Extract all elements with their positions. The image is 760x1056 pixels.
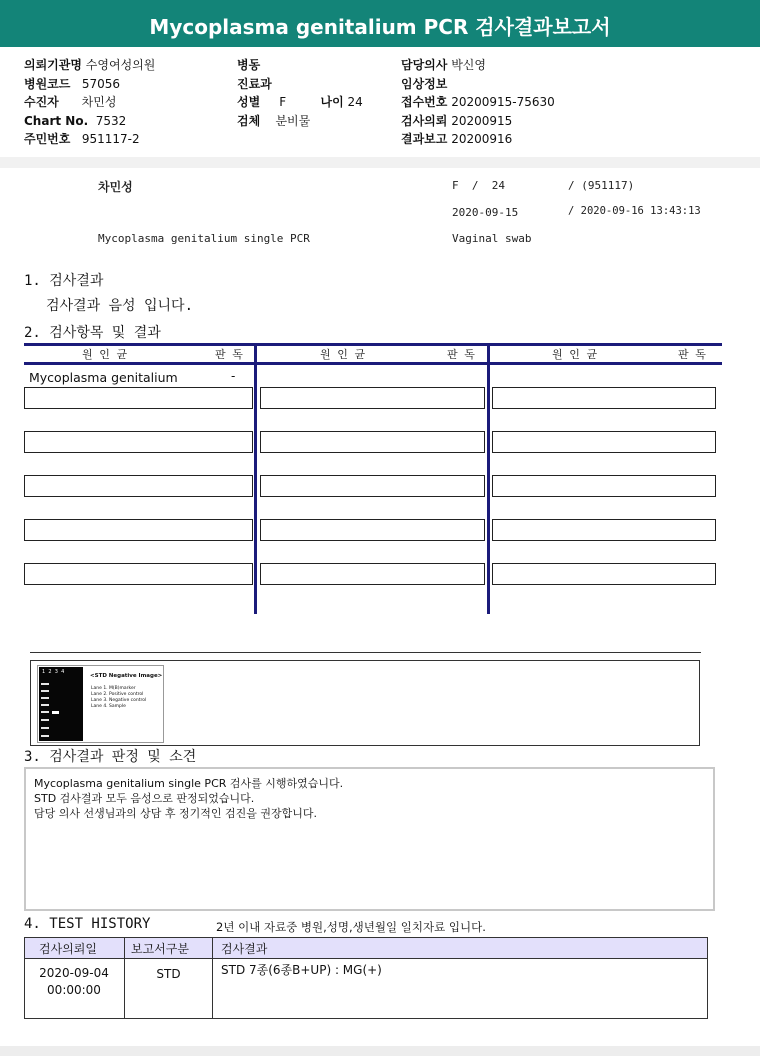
sex-label: 성별 [237,95,261,109]
gel-band [41,727,49,729]
clinical-label: 임상정보 [401,76,448,91]
history-table [24,937,708,1019]
summary-sample: Vaginal swab [452,232,532,245]
request-label: 검사의뢰 [401,113,448,128]
institution-value: 수영여성의원 [85,58,156,72]
col1-pathogen-header: 원 인 균 [82,348,128,361]
gel-legend-3: Lane 3. Negative control [91,698,147,703]
table-col-divider-1 [254,343,257,614]
result-cell [492,519,716,541]
accession-value: 20200915-75630 [451,95,555,109]
gel-band [41,697,49,699]
specimen-label: 검체 [237,113,261,128]
history-col-divider-2 [212,938,213,1018]
result-cell [260,387,485,409]
section3-title: 3. 검사결과 판정 및 소견 [24,749,197,765]
request-value: 20200915 [451,113,513,128]
result-cell [24,431,253,453]
gel-band [41,690,49,692]
patient-value: 차민성 [81,95,117,109]
ward-label: 병동 [237,58,261,72]
result-cell [260,475,485,497]
col3-pathogen-header: 원 인 균 [552,348,598,361]
gel-band [41,735,49,737]
summary-date2: / 2020-09-16 13:43:13 [568,205,701,217]
result-cell [24,475,253,497]
col2-judgement-header: 판 독 [447,348,475,361]
result-cell [24,519,253,541]
history-row-result: STD 7종(6종B+UP) : MG(+) [221,963,382,977]
result-cell [260,431,485,453]
gel-band [41,711,49,713]
header-divider [0,157,760,168]
section1-title: 1. 검사결과 [24,273,104,289]
gel-band [52,711,59,714]
history-row-date: 2020-09-04 [39,966,109,980]
result-cell [260,563,485,585]
history-header-result: 검사결과 [221,942,268,956]
history-row-time: 00:00:00 [47,983,101,997]
doctor-label: 담당의사 [401,58,448,72]
history-header-date: 검사의뢰일 [39,942,97,956]
history-header-type: 보고서구분 [131,942,189,956]
opinion-line-1: Mycoplasma genitalium single PCR 검사를 시행하였습니다. [34,777,344,790]
report-label: 결과보고 [401,132,448,146]
section1-result: 검사결과 음성 입니다. [46,298,194,314]
history-row-type: STD [156,967,181,981]
summary-birth: / (951117) [568,179,635,192]
gel-band [41,704,49,706]
result-cell [260,519,485,541]
summary-sex-age: F / 24 [452,179,505,192]
summary-name: 차민성 [98,180,133,194]
doctor-value: 박신영 [451,58,486,72]
result-cell [24,387,253,409]
id-label: 주민번호 [24,132,71,146]
info-col-1 [24,56,224,149]
gel-legend-2: Lane 2. Positive control [91,692,144,697]
age-label: 나이 [320,95,344,109]
gel-legend-4: Lane 4. Sample [91,704,126,709]
sex-value: F [279,95,287,109]
institution-label: 의뢰기관명 [24,58,82,72]
chart-label: Chart No. [24,113,89,128]
specimen-value: 분비물 [275,113,311,128]
table-col-divider-2 [487,343,490,614]
age-value: 24 [347,95,363,109]
report-value: 20200916 [451,132,513,146]
id-value: 951117-2 [81,132,140,146]
dept-label: 진료과 [237,76,272,91]
summary-date1: 2020-09-15 [452,206,519,219]
report-title: Mycoplasma genitalium PCR 검사결과보고서 [0,0,760,47]
table-header-rule [24,362,722,365]
info-col-3 [401,56,601,149]
gel-band [41,719,49,721]
opinion-line-3: 담당 의사 선생님과의 상담 후 정기적인 검진을 권장합니다. [34,807,317,820]
result-cell [24,563,253,585]
hospital-code-value: 57056 [81,76,121,91]
col1-judgement-header: 판 독 [215,348,243,361]
row1-pathogen: Mycoplasma genitalium [29,370,178,385]
gel-legend-1: Lane 1. M(B)marker [91,686,136,691]
page-bottom-edge [0,1046,760,1056]
accession-label: 접수번호 [401,95,448,109]
section4-title: 4. TEST HISTORY [24,916,151,932]
section4-note: 2년 이내 자료중 병원,성명,생년월일 일치자료 입니다. [216,920,486,934]
result-cell [492,431,716,453]
result-cell [492,475,716,497]
gel-top-rule [30,652,701,653]
patient-label: 수진자 [24,95,59,109]
gel-lane-numbers: 1 2 3 4 [42,669,65,675]
row1-judgement: - [231,369,236,383]
opinion-box [24,767,715,911]
col2-pathogen-header: 원 인 균 [320,348,366,361]
info-col-2 [237,56,397,130]
summary-test: Mycoplasma genitalium single PCR [98,232,310,245]
gel-caption-title: <STD Negative Image> [90,673,163,679]
history-header-row [25,938,707,959]
table-top-rule [24,343,722,346]
gel-band [41,683,49,685]
chart-value: 7532 [95,113,127,128]
result-cell [492,563,716,585]
gel-image-panel [37,665,164,743]
result-cell [492,387,716,409]
gel-image [39,667,83,741]
hospital-code-label: 병원코드 [24,76,71,91]
col3-judgement-header: 판 독 [678,348,706,361]
section2-title: 2. 검사항목 및 결과 [24,325,161,341]
opinion-line-2: STD 검사결과 모두 음성으로 판정되었습니다. [34,792,255,805]
